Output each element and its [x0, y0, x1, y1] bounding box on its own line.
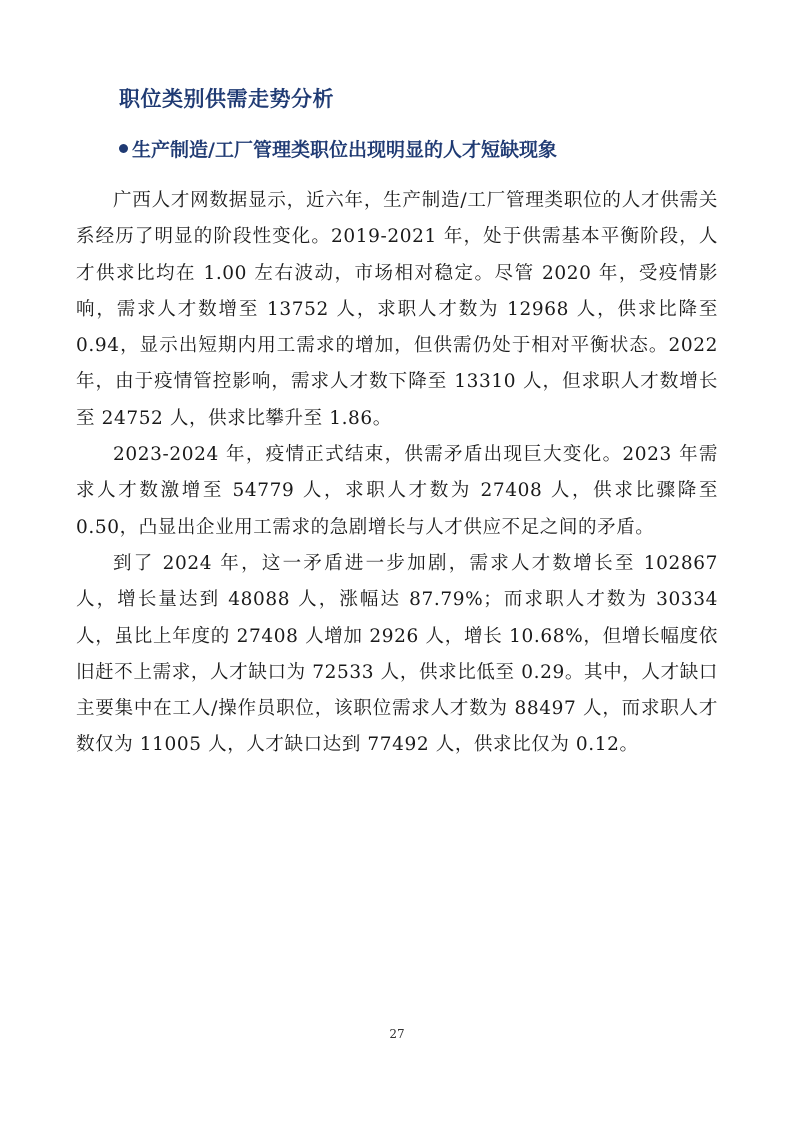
paragraph-3: 到了 2024 年，这一矛盾进一步加剧，需求人才数增长至 102867 人，增长量达到 48088 人，涨幅达 87.79%；而求职人才数为 30334 人，虽比上年度的 27408 人增加 2926 人，增长 10.68%，但增长幅度依旧赶不上需求，人才缺口为 72533 人，供求比低至 0.29。其中，人才缺口主要集中在工人/操作员职位，该职位需求人才数为 88497 人，而求职人才数仅为 11005 人，人才缺口达到 77492 人，供求比仅为 0.12。 [76, 552, 718, 756]
body-text [76, 183, 718, 764]
subheading [119, 136, 557, 164]
page-number: 27 [389, 1027, 405, 1041]
paragraph-1: 广西人才网数据显示，近六年，生产制造/工厂管理类职位的人才供需关系经历了明显的阶段性变化。2019-2021 年，处于供需基本平衡阶段，人才供求比均在 1.00 左右波动，市场相对稳定。尽管 2020 年，受疫情影响，需求人才数增至 13752 人，求职人才数为 12968 人，供求比降至 0.94，显示出短期内用工需求的增加，但供需仍处于相对平衡状态。2022 年，由于疫情管控影响，需求人才数下降至 13310 人，但求职人才数增长至 24752 人，供求比攀升至 1.86。 [76, 190, 718, 429]
section-title: 职位类别供需走势分析 [119, 87, 334, 111]
subheading-text: 生产制造/工厂管理类职位出现明显的人才短缺现象 [132, 139, 557, 161]
paragraph-2: 2023-2024 年，疫情正式结束，供需矛盾出现巨大变化。2023 年需求人才数激增至 54779 人，求职人才数为 27408 人，供求比骤降至 0.50，凸显出企业用工需求的急剧增长与人才供应不足之间的矛盾。 [76, 444, 718, 538]
bullet-dot-icon [119, 144, 128, 153]
